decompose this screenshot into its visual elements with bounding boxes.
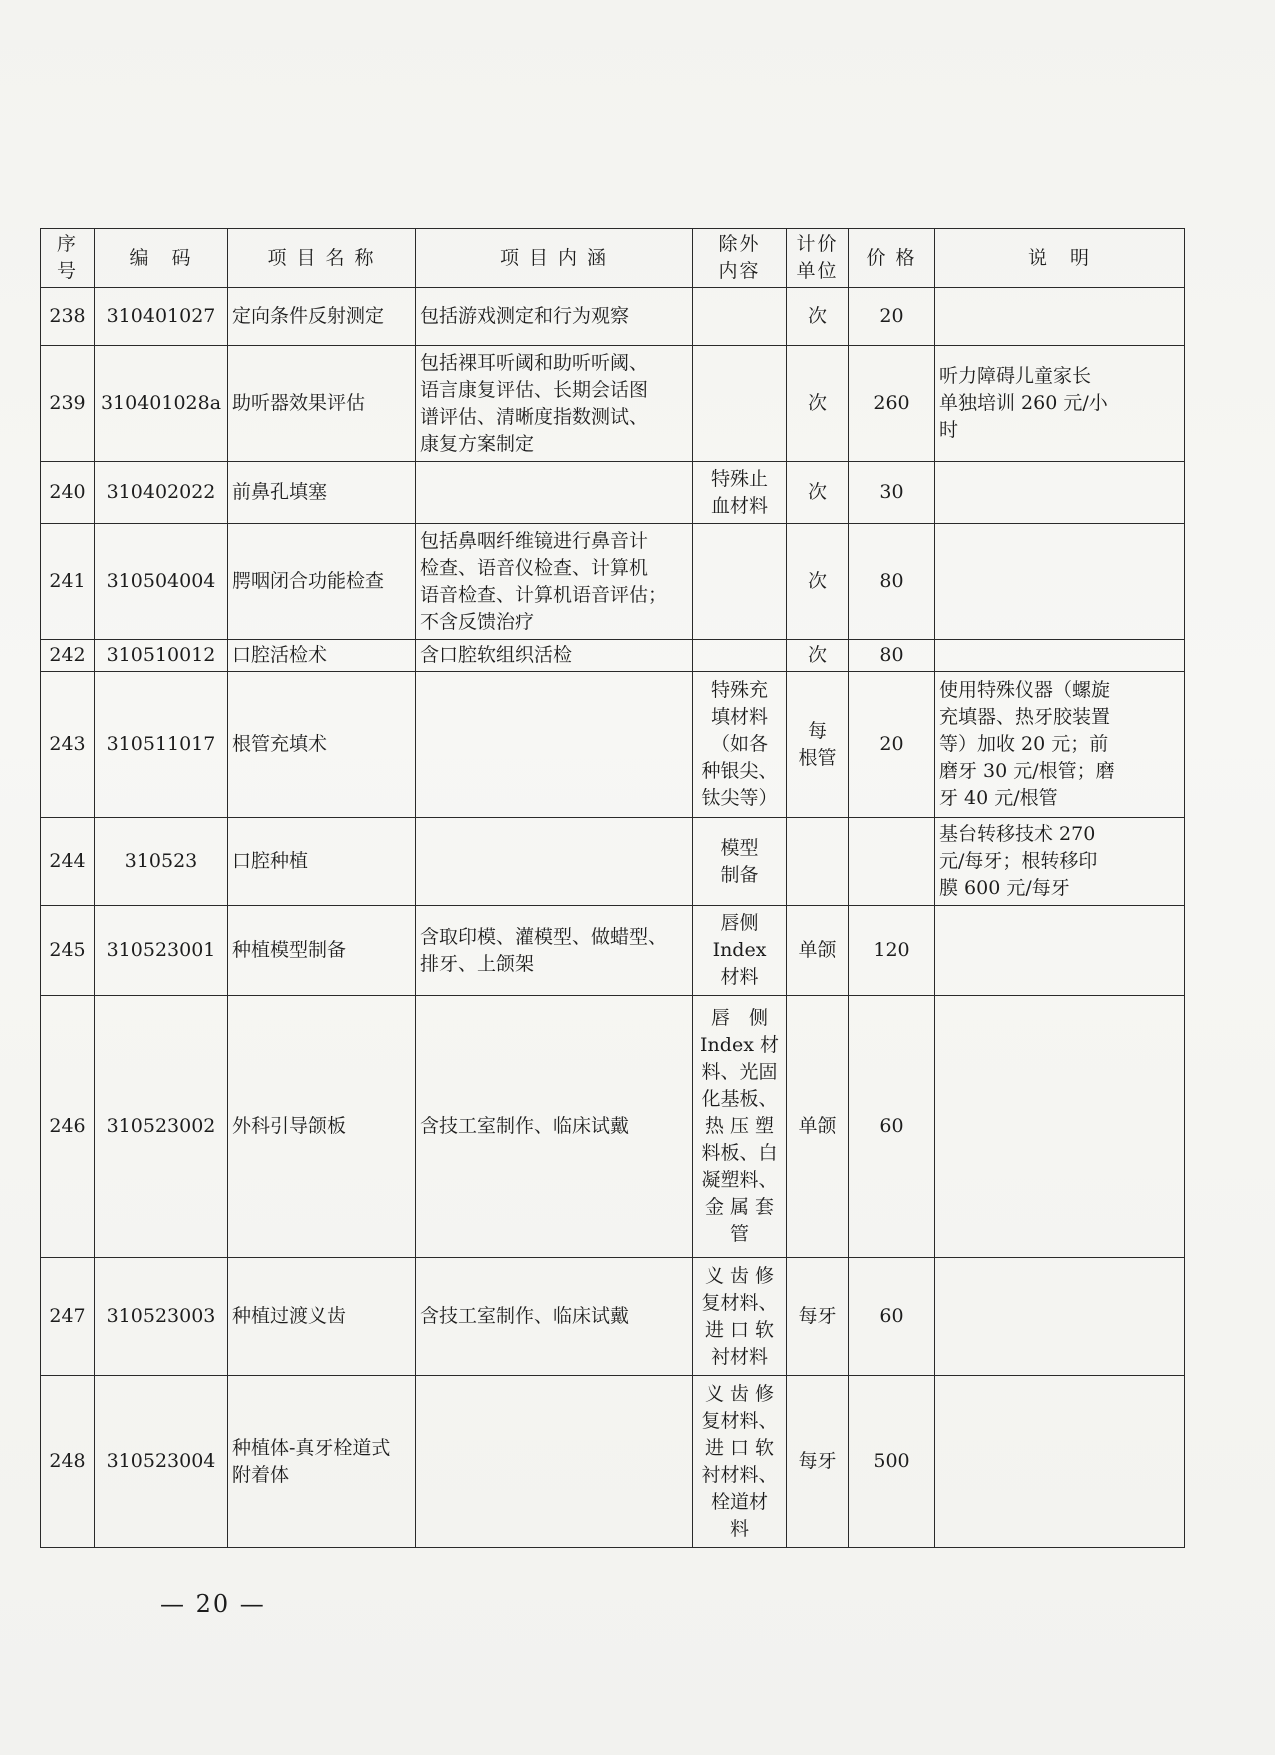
table-row xyxy=(41,672,1185,818)
row-name: 前鼻孔填塞 xyxy=(228,462,416,524)
table-header-row xyxy=(41,229,1185,288)
row-price: 20 xyxy=(849,288,935,346)
table-row xyxy=(41,906,1185,996)
table-row xyxy=(41,524,1185,640)
row-price: 80 xyxy=(849,640,935,672)
row-content: 含取印模、灌模型、做蜡型、 排牙、上颌架 xyxy=(416,906,693,996)
header-no: 序 号 xyxy=(41,229,95,288)
row-excluded: 模型 制备 xyxy=(693,818,787,906)
row-price: 80 xyxy=(849,524,935,640)
row-code: 310504004 xyxy=(95,524,228,640)
row-code: 310511017 xyxy=(95,672,228,818)
row-note: 使用特殊仪器（螺旋 充填器、热牙胶装置 等）加收 20 元；前 磨牙 30 元/根管；磨 牙 40 元/根管 xyxy=(935,672,1185,818)
row-name: 根管充填术 xyxy=(228,672,416,818)
row-content: 含技工室制作、临床试戴 xyxy=(416,996,693,1258)
row-unit: 次 xyxy=(787,462,849,524)
row-code: 310523 xyxy=(95,818,228,906)
row-name: 腭咽闭合功能检查 xyxy=(228,524,416,640)
row-content xyxy=(416,462,693,524)
row-excluded: 唇侧 Index 材料 xyxy=(693,906,787,996)
header-content: 项 目 内 涵 xyxy=(416,229,693,288)
row-code: 310510012 xyxy=(95,640,228,672)
row-name: 种植体-真牙栓道式 附着体 xyxy=(228,1376,416,1548)
row-unit: 次 xyxy=(787,524,849,640)
row-unit: 次 xyxy=(787,640,849,672)
row-no: 246 xyxy=(41,996,95,1258)
table-row xyxy=(41,462,1185,524)
row-no: 247 xyxy=(41,1258,95,1376)
row-excluded: 义 齿 修 复材料、 进 口 软 衬材料、 栓道材 料 xyxy=(693,1376,787,1548)
row-name: 口腔活检术 xyxy=(228,640,416,672)
row-content: 含技工室制作、临床试戴 xyxy=(416,1258,693,1376)
row-no: 245 xyxy=(41,906,95,996)
header-excluded: 除外 内容 xyxy=(693,229,787,288)
row-unit: 单颌 xyxy=(787,996,849,1258)
row-excluded: 特殊止 血材料 xyxy=(693,462,787,524)
table-row xyxy=(41,640,1185,672)
row-price: 500 xyxy=(849,1376,935,1548)
header-code: 编 码 xyxy=(95,229,228,288)
row-no: 238 xyxy=(41,288,95,346)
row-no: 243 xyxy=(41,672,95,818)
row-excluded xyxy=(693,288,787,346)
row-code: 310402022 xyxy=(95,462,228,524)
row-note xyxy=(935,288,1185,346)
row-note xyxy=(935,1376,1185,1548)
row-note xyxy=(935,640,1185,672)
row-excluded: 唇 侧 Index 材 料、光固 化基板、 热 压 塑 料板、白 凝塑料、 金 属 套 管 xyxy=(693,996,787,1258)
row-note xyxy=(935,1258,1185,1376)
row-name: 种植过渡义齿 xyxy=(228,1258,416,1376)
table-row xyxy=(41,1258,1185,1376)
row-content: 包括游戏测定和行为观察 xyxy=(416,288,693,346)
row-note xyxy=(935,462,1185,524)
header-note: 说 明 xyxy=(935,229,1185,288)
row-code: 310523001 xyxy=(95,906,228,996)
row-no: 244 xyxy=(41,818,95,906)
row-unit: 单颌 xyxy=(787,906,849,996)
row-unit: 每 根管 xyxy=(787,672,849,818)
row-price: 60 xyxy=(849,1258,935,1376)
row-excluded xyxy=(693,346,787,462)
row-note: 基台转移技术 270 元/每牙；根转移印 膜 600 元/每牙 xyxy=(935,818,1185,906)
row-code: 310523003 xyxy=(95,1258,228,1376)
row-excluded: 特殊充 填材料 （如各 种银尖、 钛尖等） xyxy=(693,672,787,818)
header-unit: 计价 单位 xyxy=(787,229,849,288)
row-code: 310401027 xyxy=(95,288,228,346)
table-row xyxy=(41,1376,1185,1548)
row-unit: 每牙 xyxy=(787,1376,849,1548)
row-price xyxy=(849,818,935,906)
row-no: 242 xyxy=(41,640,95,672)
page-number: — 20 — xyxy=(160,1590,266,1618)
row-price: 120 xyxy=(849,906,935,996)
row-excluded: 义 齿 修 复材料、 进 口 软 衬材料 xyxy=(693,1258,787,1376)
row-code: 310523004 xyxy=(95,1376,228,1548)
row-content xyxy=(416,672,693,818)
row-unit xyxy=(787,818,849,906)
row-note xyxy=(935,524,1185,640)
row-name: 定向条件反射测定 xyxy=(228,288,416,346)
medical-fee-table xyxy=(40,228,1185,1548)
row-content xyxy=(416,1376,693,1548)
row-no: 248 xyxy=(41,1376,95,1548)
row-name: 口腔种植 xyxy=(228,818,416,906)
row-code: 310401028a xyxy=(95,346,228,462)
row-no: 241 xyxy=(41,524,95,640)
row-name: 种植模型制备 xyxy=(228,906,416,996)
row-code: 310523002 xyxy=(95,996,228,1258)
row-unit: 每牙 xyxy=(787,1258,849,1376)
row-excluded xyxy=(693,524,787,640)
row-note: 听力障碍儿童家长 单独培训 260 元/小 时 xyxy=(935,346,1185,462)
row-unit: 次 xyxy=(787,288,849,346)
row-price: 20 xyxy=(849,672,935,818)
header-name: 项 目 名 称 xyxy=(228,229,416,288)
row-price: 260 xyxy=(849,346,935,462)
table-row xyxy=(41,818,1185,906)
row-unit: 次 xyxy=(787,346,849,462)
row-price: 30 xyxy=(849,462,935,524)
header-price: 价 格 xyxy=(849,229,935,288)
row-no: 240 xyxy=(41,462,95,524)
row-excluded xyxy=(693,640,787,672)
table-row xyxy=(41,346,1185,462)
table-row xyxy=(41,288,1185,346)
row-note xyxy=(935,996,1185,1258)
row-content: 含口腔软组织活检 xyxy=(416,640,693,672)
row-content: 包括鼻咽纤维镜进行鼻音计 检查、语音仪检查、计算机 语音检查、计算机语音评估； 不含反馈治疗 xyxy=(416,524,693,640)
row-content xyxy=(416,818,693,906)
table-row xyxy=(41,996,1185,1258)
row-content: 包括裸耳听阈和助听听阈、 语言康复评估、长期会话图 谱评估、清晰度指数测试、 康复方案制定 xyxy=(416,346,693,462)
row-note xyxy=(935,906,1185,996)
row-no: 239 xyxy=(41,346,95,462)
row-name: 助听器效果评估 xyxy=(228,346,416,462)
row-price: 60 xyxy=(849,996,935,1258)
row-name: 外科引导颌板 xyxy=(228,996,416,1258)
